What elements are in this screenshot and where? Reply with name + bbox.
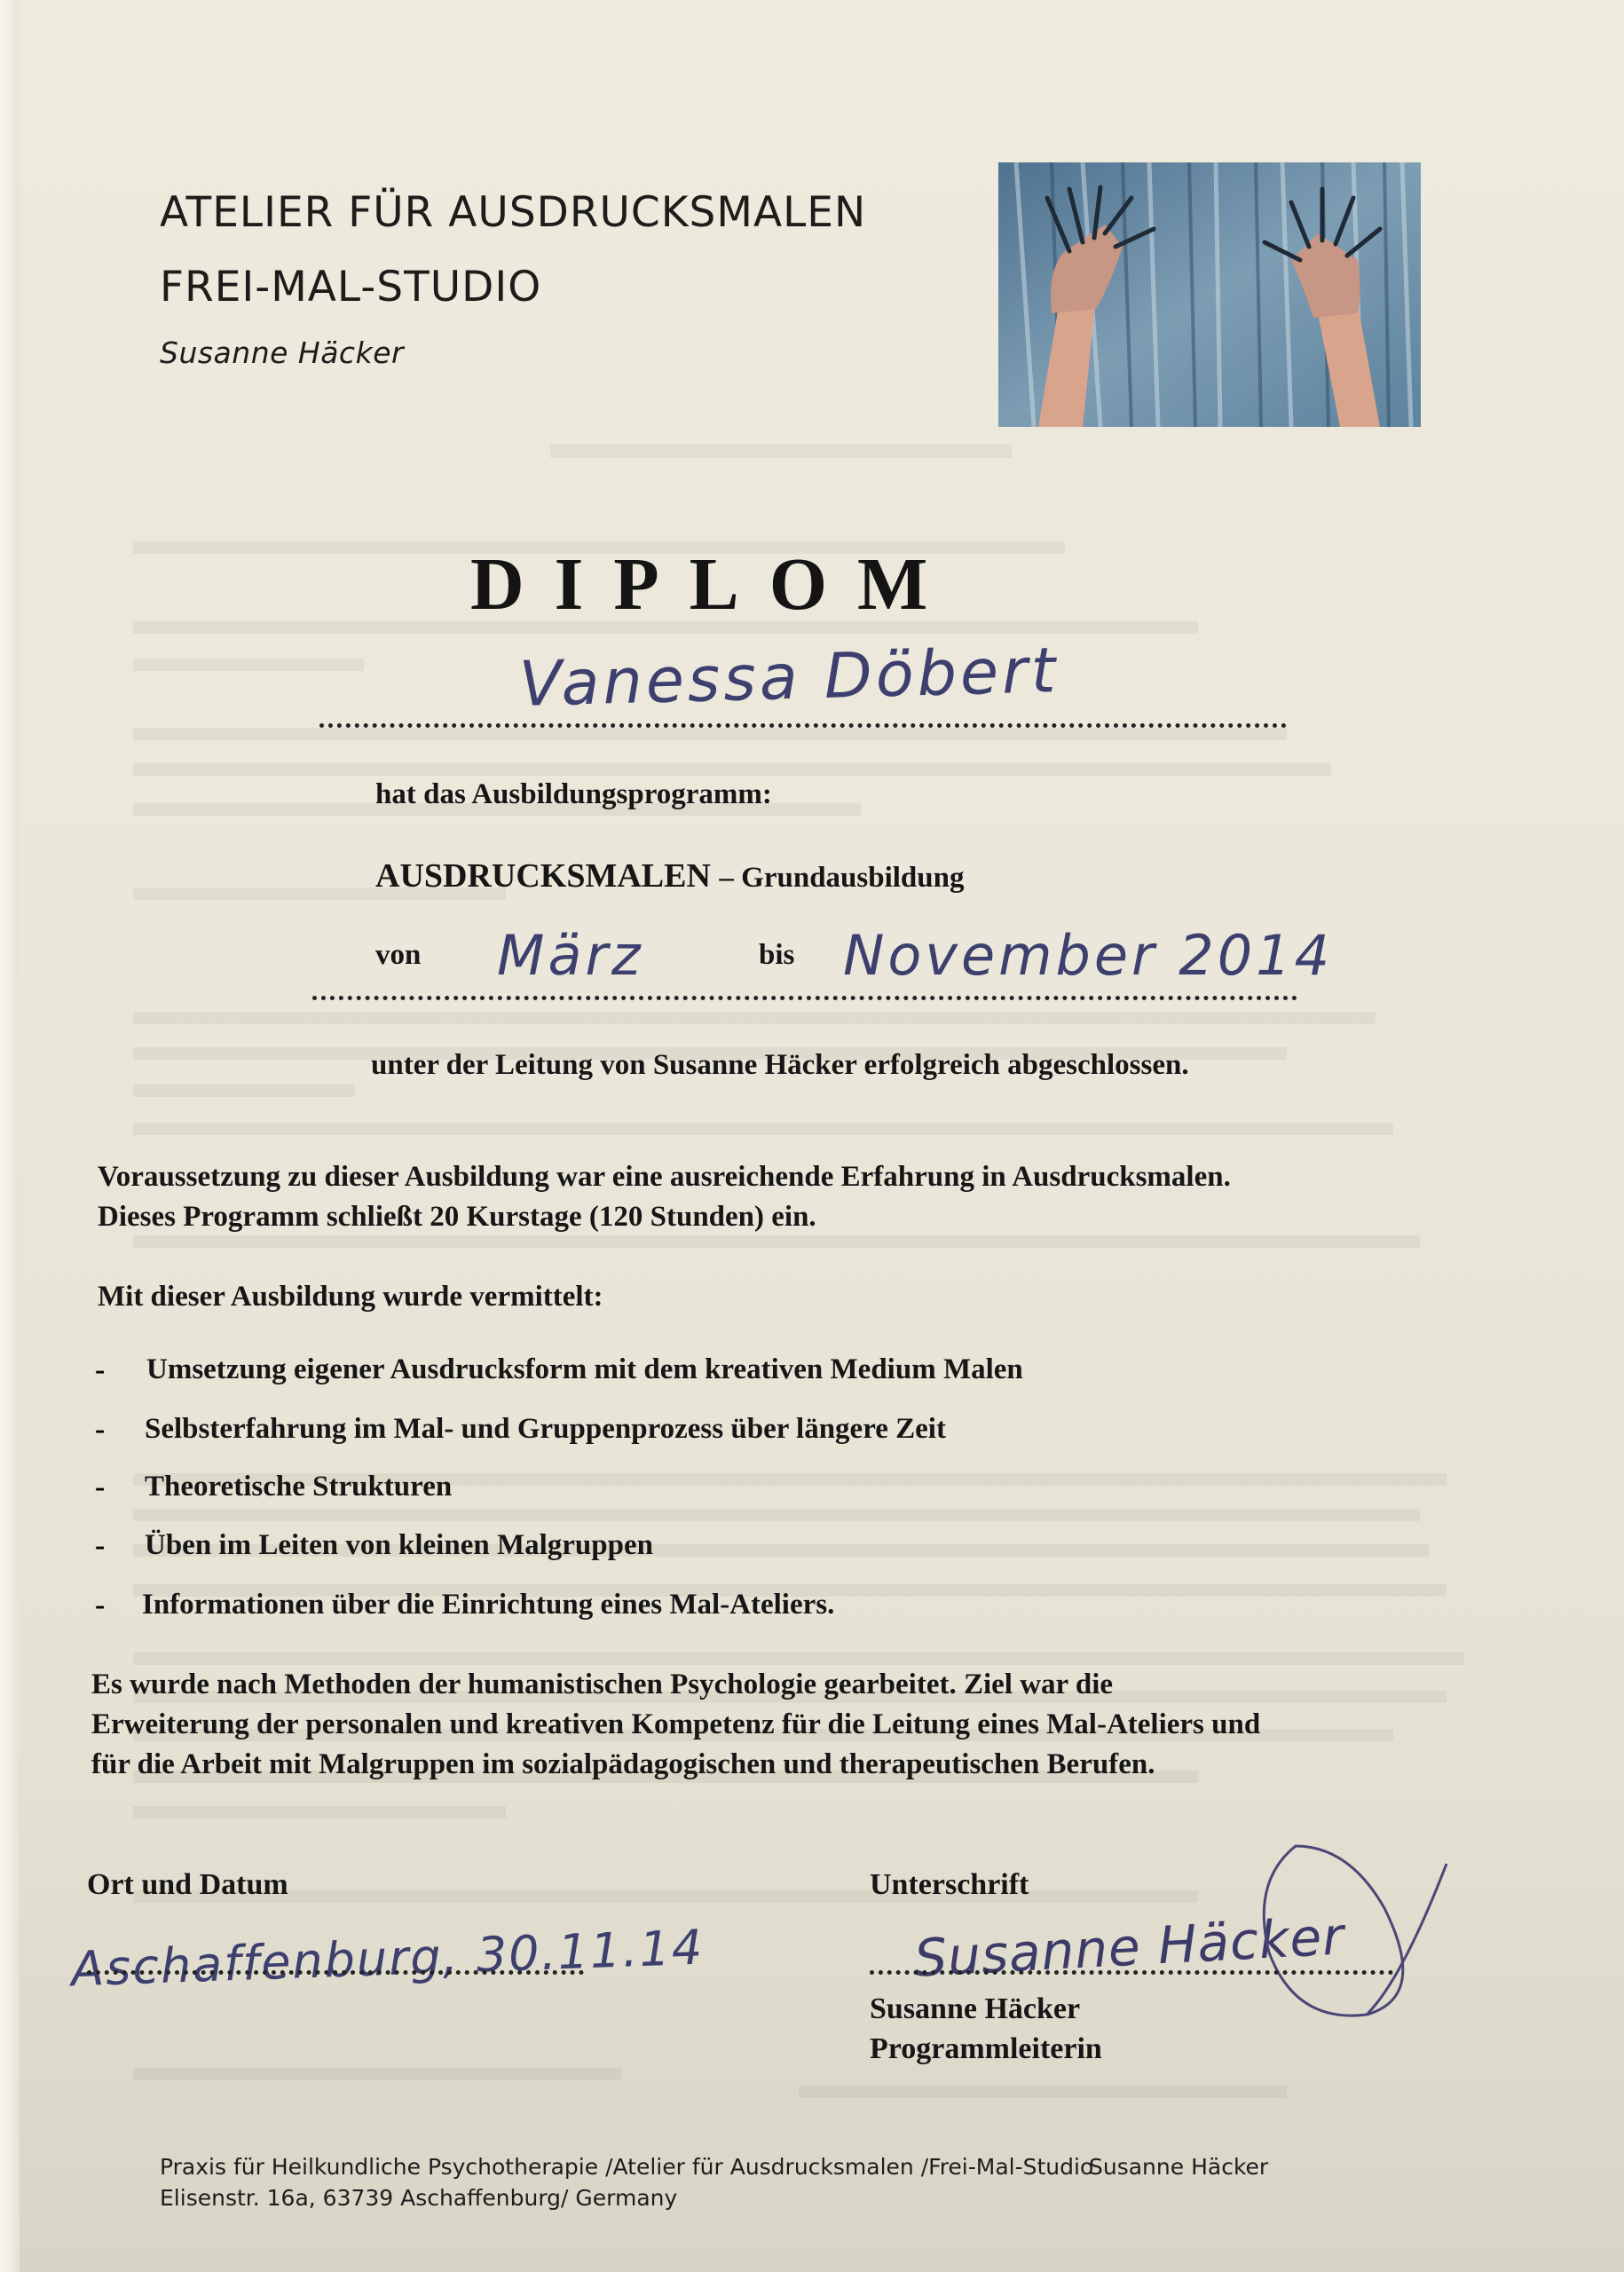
prerequisite-line-2: Dieses Programm schließt 20 Kurstage (120 Stunden) ein.: [98, 1201, 816, 1233]
to-label: bis: [759, 939, 795, 971]
bullet-dash: -: [95, 1413, 106, 1446]
from-label: von: [375, 939, 422, 971]
signature-flourish: [1242, 1828, 1455, 2032]
method-line-3: für die Arbeit mit Malgruppen im sozialpädagogischen und therapeutischen Berufen.: [91, 1748, 1155, 1780]
signature-handwritten: Susanne Häcker: [912, 1905, 1346, 1989]
taught-heading: Mit dieser Ausbildung wurde vermittelt:: [98, 1281, 603, 1313]
place-date-line: [87, 1970, 584, 1975]
list-item: Üben im Leiten von kleinen Malgruppen: [145, 1529, 653, 1561]
bullet-dash: -: [95, 1589, 106, 1621]
list-item: Theoretische Strukturen: [145, 1471, 453, 1503]
diploma-title: DIPLOM: [470, 543, 958, 626]
place-date-label: Ort und Datum: [87, 1868, 288, 1901]
bullet-dash: -: [95, 1471, 106, 1503]
bullet-dash: -: [95, 1353, 106, 1386]
program-name: AUSDRUCKSMALEN: [375, 857, 711, 895]
painted-hands-image: [998, 162, 1421, 427]
bullet-dash: -: [95, 1529, 106, 1562]
footer-owner: Susanne Häcker: [1089, 2154, 1269, 2180]
header-photo: [998, 162, 1421, 427]
signature-line: [870, 1970, 1393, 1975]
list-item: Informationen über die Einrichtung eines Mal-Ateliers.: [142, 1589, 835, 1621]
list-item: Selbsterfahrung im Mal- und Gruppenprozess über längere Zeit: [145, 1413, 946, 1445]
program-sub: – Grundausbildung: [719, 862, 965, 894]
footer-line-1: Praxis für Heilkundliche Psychotherapie /Atelier für Ausdrucksmalen /Frei-Mal-Studio: [160, 2154, 1094, 2180]
list-item: Umsetzung eigener Ausdrucksform mit dem kreativen Medium Malen: [146, 1353, 1023, 1385]
to-value-handwritten: November 2014: [843, 923, 1334, 988]
recipient-name-handwritten: Vanessa Döbert: [518, 634, 1060, 721]
method-line-1: Es wurde nach Methoden der humanistischen Psychologie gearbeitet. Ziel war die: [91, 1668, 1114, 1700]
method-line-2: Erweiterung der personalen und kreativen Kompetenz für die Leitung eines Mal-Ateliers und: [91, 1708, 1261, 1740]
program-name-wrap: [375, 856, 965, 895]
completion-text: unter der Leitung von Susanne Häcker erfolgreich abgeschlossen.: [371, 1049, 1189, 1081]
header-studio: FREI-MAL-STUDIO: [160, 263, 542, 312]
recipient-line: [319, 723, 1287, 728]
signatory-role: Programmleiterin: [870, 2032, 1102, 2065]
place-date-handwritten: Aschaffenburg, 30.11.14: [70, 1919, 706, 1998]
signature-label: Unterschrift: [870, 1868, 1029, 1901]
program-intro: hat das Ausbildungsprogramm:: [375, 778, 772, 810]
header-owner: Susanne Häcker: [160, 335, 405, 370]
period-line: [312, 996, 1297, 1000]
header-atelier: ATELIER FÜR AUSDRUCKSMALEN: [160, 188, 867, 237]
footer-line-2: Elisenstr. 16a, 63739 Aschaffenburg/ Germany: [160, 2185, 678, 2211]
from-value-handwritten: März: [497, 923, 644, 988]
signatory-name: Susanne Häcker: [870, 1992, 1081, 2025]
prerequisite-line-1: Voraussetzung zu dieser Ausbildung war eine ausreichende Erfahrung in Ausdrucksmalen.: [98, 1161, 1231, 1193]
